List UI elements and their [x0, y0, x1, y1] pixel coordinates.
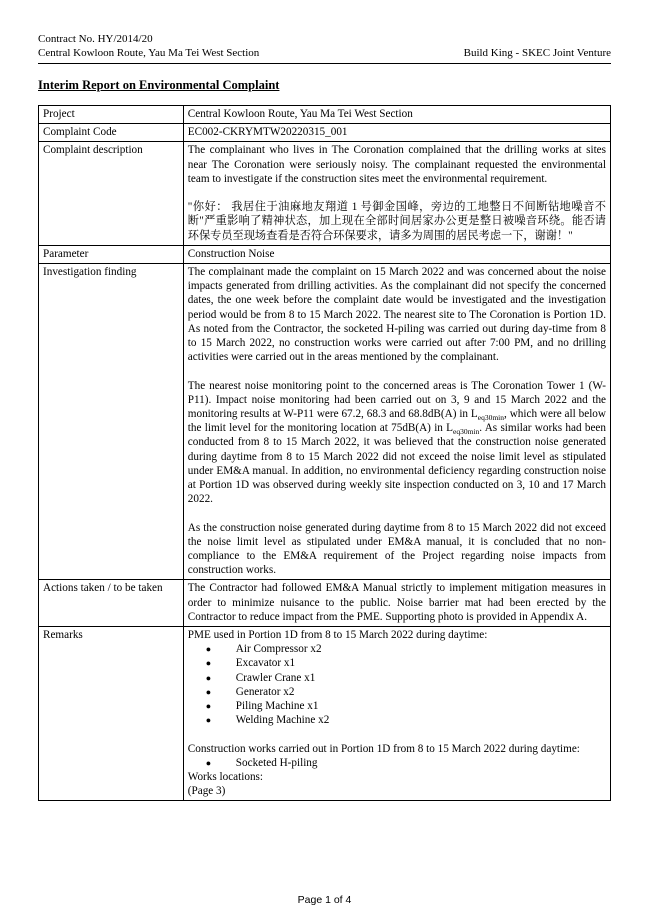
investigation-paragraph-3: As the construction noise generated during daytime from 8 to 15 March 2022 did not exceed the noise limit level as stipulated under EM&A manual, it is concluded that no non-compliance to the EM&A requirement of the Project regarding noise impacts from construction works.: [187, 521, 606, 577]
complaint-paragraph-chinese: "你好： 我居住于油麻地友翔道 1 号御金国峰，旁边的工地整日不间断钻地噪音不断"严重影响了精神状态，加上现在全部时间居家办公更是整日被噪音环绕。能否请环保专员至现场查看是否符合环保要求，请多为周围的居民考虑一下，谢谢！": [187, 201, 606, 242]
list-item-text: Generator x2: [235, 685, 295, 698]
table-row-actions-taken: [39, 580, 611, 627]
page-reference: (Page 3): [187, 785, 226, 798]
row-label-complaint-code: Complaint Code: [39, 124, 184, 142]
row-label-complaint-description: Complaint description: [39, 142, 184, 245]
row-label-actions-taken: Actions taken / to be taken: [39, 580, 184, 627]
table-row-parameter: [39, 245, 611, 263]
bullet-icon: ●: [205, 686, 212, 697]
report-table: [38, 105, 611, 801]
header-route: Central Kowloon Route, Yau Ma Tei West Section: [38, 46, 260, 59]
investigation-paragraph-2: [188, 379, 606, 507]
page-footer: [0, 894, 649, 906]
row-value-investigation-finding: [183, 264, 610, 580]
list-item-text: Socketed H-piling: [235, 756, 318, 769]
header-joint-venture: Build King - SKEC Joint Venture: [463, 46, 611, 59]
list-item-welding-machine: [188, 713, 606, 727]
investigation-paragraph-1: The complainant made the complaint on 15 March 2022 and was concerned about the noise impacts generated from drilling activities. As the complainant did not specify the concerned dates, the one week before the complaint date would be investigated and the investigation period would be from 8 to 15 March 2022. The nearest site to The Coronation is Portion 1D. As noted from the Contractor, the socketed H-piling was carried out during day-time from 8 to 15 March 2022, no construction works were carried out after 7:00 PM, and no drilling activities were carried out in the areas mentioned by the complainant.: [187, 266, 606, 364]
bullet-icon: ●: [205, 757, 212, 768]
row-value-actions-taken: The Contractor had followed EM&A Manual strictly to implement mitigation measures in order to minimize nuisance to the public. Noise barrier mat had been erected by the Contractor to reduce impact from the PME. Supporting photo is provided in Appendix A.: [183, 580, 610, 627]
list-item-text: Piling Machine x1: [235, 700, 319, 713]
row-value-complaint-description: [183, 142, 610, 245]
row-label-remarks: Remarks: [39, 627, 184, 801]
bullet-icon: ●: [205, 644, 212, 655]
table-row-investigation-finding: [39, 264, 611, 580]
table-row-complaint-description: [39, 142, 611, 245]
subscript-leq30min: eq30min: [453, 427, 480, 437]
list-item-text: Air Compressor x2: [235, 643, 322, 656]
bullet-icon: ●: [205, 701, 212, 712]
subscript-leq30min: eq30min: [477, 413, 504, 423]
contract-number: Contract No. HY/2014/20: [38, 33, 153, 45]
list-item-socketed-h-piling: [188, 756, 606, 770]
pme-intro: PME used in Portion 1D from 8 to 15 March 2022 during daytime:: [187, 629, 488, 642]
row-label-parameter: Parameter: [39, 245, 184, 263]
page-number: Page 1 of 4: [297, 894, 352, 906]
text-run: The nearest noise monitoring point to the concerned areas is The Coronation Tower 1 (W-P11). Impact noise monitoring had been carried out on 3, 9 and 15 March 2022 and the monitoring results at W-P11 were 67.2, 68.3 and 68.8dB(A) in L: [187, 379, 606, 421]
list-item-generator: [188, 685, 606, 699]
list-item-piling-machine: [188, 699, 606, 713]
complaint-paragraph-english: The complainant who lives in The Coronation complained that the drilling works at sites near The Coronation were seriously noisy. The complainant requested the environmental team to investigate if the construction sites meet the environmental requirement.: [187, 144, 606, 185]
bullet-icon: ●: [205, 715, 212, 726]
row-label-project: Project: [39, 106, 184, 124]
list-item-air-compressor: [188, 642, 606, 656]
header-row: [38, 47, 611, 65]
row-label-investigation-finding: Investigation finding: [39, 264, 184, 580]
document-header: [38, 33, 611, 64]
bullet-icon: ●: [205, 658, 212, 669]
table-row-remarks: [39, 627, 611, 801]
row-value-parameter: Construction Noise: [183, 245, 610, 263]
table-row-project: [39, 106, 611, 124]
list-item-excavator: [188, 656, 606, 670]
list-item-text: Welding Machine x2: [235, 714, 330, 727]
list-item-text: Crawler Crane x1: [235, 671, 316, 684]
text-run: . As similar works had been conducted from 8 to 15 March 2022, it was believed that the construction noise generated during daytime from 8 to 15 March 2022 did not exceed the noise limit level as stipulated under EM&A manual. In addition, no environmental deficiency regarding construction noise at Portion 1D was observed during weekly site inspection conducted on 3, 10 and 17 March 2022.: [187, 422, 606, 506]
list-item-crawler-crane: [188, 671, 606, 685]
works-locations: Works locations:: [187, 771, 264, 784]
text-run: , which were all below the limit level for the monitoring location at 75dB(A) in L: [187, 408, 606, 435]
list-item-text: Excavator x1: [235, 657, 296, 670]
row-value-complaint-code: EC002-CKRYMTW20220315_001: [183, 124, 610, 142]
works-intro: Construction works carried out in Portion 1D from 8 to 15 March 2022 during daytime:: [187, 742, 580, 755]
bullet-icon: ●: [205, 672, 212, 683]
row-value-remarks: [183, 627, 610, 801]
report-title: Interim Report on Environmental Complaint: [38, 78, 280, 92]
row-value-project: Central Kowloon Route, Yau Ma Tei West Section: [183, 106, 610, 124]
table-row-complaint-code: [39, 124, 611, 142]
